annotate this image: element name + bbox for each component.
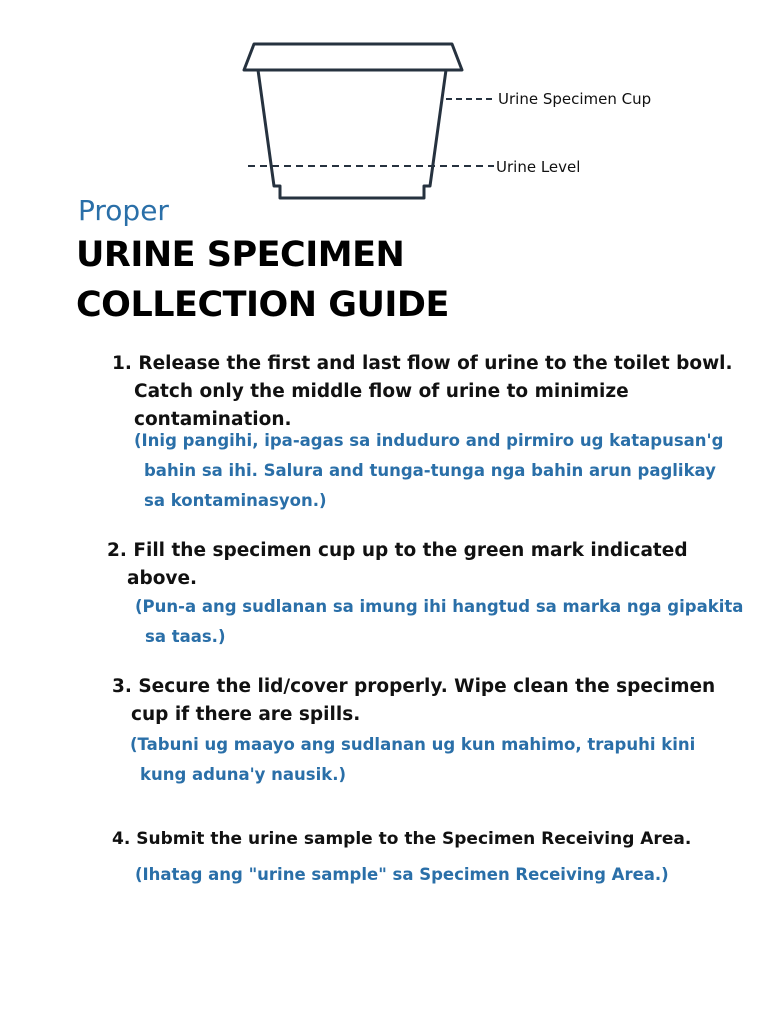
step-number: 4. <box>112 829 131 849</box>
page-title-line1: URINE SPECIMEN <box>76 235 405 275</box>
translation-line: sa taas.) <box>145 627 226 646</box>
step-text-line: Secure the lid/cover properly. Wipe clean the specimen <box>138 676 716 697</box>
urine-level-label: Urine Level <box>496 158 581 176</box>
step-number: 1. <box>112 353 132 374</box>
step-text-line: above. <box>127 568 198 589</box>
step-3-translation <box>130 730 740 790</box>
cup-label: Urine Specimen Cup <box>498 90 652 108</box>
step-1 <box>112 350 752 434</box>
step-text-line: contamination. <box>134 409 292 430</box>
step-4 <box>112 825 752 853</box>
step-4-translation <box>135 860 745 890</box>
title-eyebrow: Proper <box>78 194 169 227</box>
step-number: 2. <box>107 540 127 561</box>
step-text-line: Release the first and last flow of urine to the toilet bowl. <box>138 353 733 374</box>
translation-line: (Pun-a ang sudlanan sa imung ihi hangtud sa marka nga gipakita <box>135 597 744 616</box>
translation-line: (Tabuni ug maayo ang sudlanan ug kun mahimo, trapuhi kini <box>130 735 696 754</box>
step-2 <box>107 537 747 593</box>
step-3 <box>112 673 752 729</box>
step-text-line: Catch only the middle flow of urine to minimize <box>134 381 629 402</box>
step-1-translation <box>134 426 744 516</box>
translation-line: bahin sa ihi. Salura and tunga-tunga nga bahin arun paglikay <box>144 461 716 480</box>
step-text-line: cup if there are spills. <box>131 704 361 725</box>
specimen-cup-icon <box>244 44 462 198</box>
step-text-line: Fill the specimen cup up to the green mark indicated <box>133 540 688 561</box>
translation-line: (Ihatag ang "urine sample" sa Specimen Receiving Area.) <box>135 865 669 884</box>
specimen-cup-diagram <box>0 0 768 200</box>
translation-line: (Inig pangihi, ipa-agas sa induduro and pirmiro ug katapusan'g <box>134 431 724 450</box>
page-title-line2: COLLECTION GUIDE <box>76 285 449 325</box>
translation-line: sa kontaminasyon.) <box>144 491 327 510</box>
translation-line: kung aduna'y nausik.) <box>140 765 347 784</box>
step-2-translation <box>135 592 745 652</box>
step-number: 3. <box>112 676 132 697</box>
step-text-line: Submit the urine sample to the Specimen Receiving Area. <box>136 829 692 849</box>
